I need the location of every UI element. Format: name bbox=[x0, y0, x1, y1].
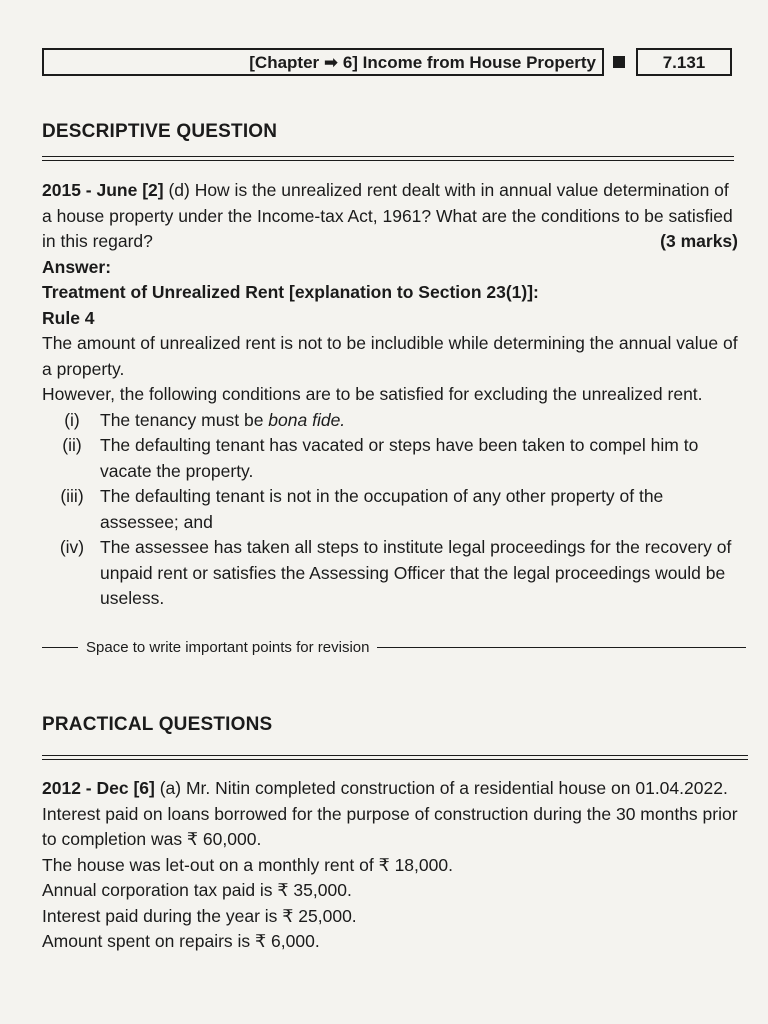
practical-question-line: Interest paid during the year is ₹ 25,000. bbox=[42, 905, 357, 926]
list-item-number: (ii) bbox=[62, 435, 82, 455]
list-item bbox=[42, 408, 738, 434]
question-reference: 2015 - June [2] bbox=[42, 180, 164, 200]
answer-paragraph-1: The amount of unrealized rent is not to be includible while determining the annual value of a property. bbox=[42, 333, 738, 379]
list-item-number: (iii) bbox=[60, 486, 84, 506]
list-item bbox=[42, 433, 738, 484]
answer-paragraph-2: However, the following conditions are to be satisfied for excluding the unrealized rent. bbox=[42, 384, 703, 404]
page-header bbox=[42, 48, 732, 78]
practical-question-line: Interest paid on loans borrowed for the purpose of construction during the 30 months prior to completion was ₹ 60,000. bbox=[42, 803, 738, 849]
revision-note: Space to write important points for revision bbox=[86, 638, 370, 656]
answer-label: Answer: bbox=[42, 256, 112, 277]
revision-rule-right bbox=[377, 647, 746, 648]
list-item-text: The defaulting tenant is not in the occupation of any other property of the assessee; and bbox=[100, 486, 664, 532]
list-item-text: The assessee has taken all steps to institute legal proceedings for the recovery of unpaid rent or satisfies the Assessing Officer that the legal proceedings would be useless. bbox=[100, 537, 732, 608]
practical-question-line: Amount spent on repairs is ₹ 6,000. bbox=[42, 931, 320, 951]
list-item-text: The defaulting tenant has vacated or steps have been taken to compel him to vacate the property. bbox=[100, 435, 699, 481]
chapter-title: [Chapter ➡ 6] Income from House Property bbox=[42, 48, 604, 76]
descriptive-section-title: DESCRIPTIVE QUESTION bbox=[42, 121, 278, 142]
practical-question-line: Annual corporation tax paid is ₹ 35,000. bbox=[42, 880, 352, 900]
practical-question-block bbox=[42, 776, 750, 955]
question-reference: 2012 - Dec [6] bbox=[42, 778, 155, 798]
list-item bbox=[42, 484, 738, 535]
page-number: 7.131 bbox=[636, 48, 732, 76]
practical-question-line: The house was let-out on a monthly rent of ₹ 18,000. bbox=[42, 854, 453, 875]
marks-label: (3 marks) bbox=[660, 231, 738, 251]
revision-rule-left bbox=[42, 647, 78, 648]
rule-label: Rule 4 bbox=[42, 307, 95, 328]
list-item bbox=[42, 535, 738, 612]
practical-section-title: PRACTICAL QUESTIONS bbox=[42, 714, 273, 735]
section-divider bbox=[42, 755, 748, 760]
list-item-italic: bona fide. bbox=[268, 409, 346, 430]
question-paragraph bbox=[42, 178, 738, 255]
list-item-text: The tenancy must be bbox=[100, 409, 269, 430]
square-bullet-icon bbox=[613, 56, 625, 68]
descriptive-question-block bbox=[42, 178, 738, 612]
conditions-list bbox=[42, 408, 738, 612]
question-text: (a) Mr. Nitin completed construction of a residential house on 01.04.2022. bbox=[154, 778, 728, 798]
treatment-heading: Treatment of Unrealized Rent [explanation to Section 23(1)]: bbox=[42, 282, 539, 302]
list-item-number: (iv) bbox=[59, 537, 85, 557]
section-divider bbox=[42, 156, 734, 161]
list-item-number: (i) bbox=[64, 409, 80, 430]
question-text: (d) How is the unrealized rent dealt with in annual value determination of a house property under the Income-tax Act, 1961? What are the conditions to be satisfied in this regard? bbox=[42, 180, 733, 251]
revision-note-line bbox=[42, 636, 746, 658]
practical-question-line bbox=[42, 776, 750, 802]
